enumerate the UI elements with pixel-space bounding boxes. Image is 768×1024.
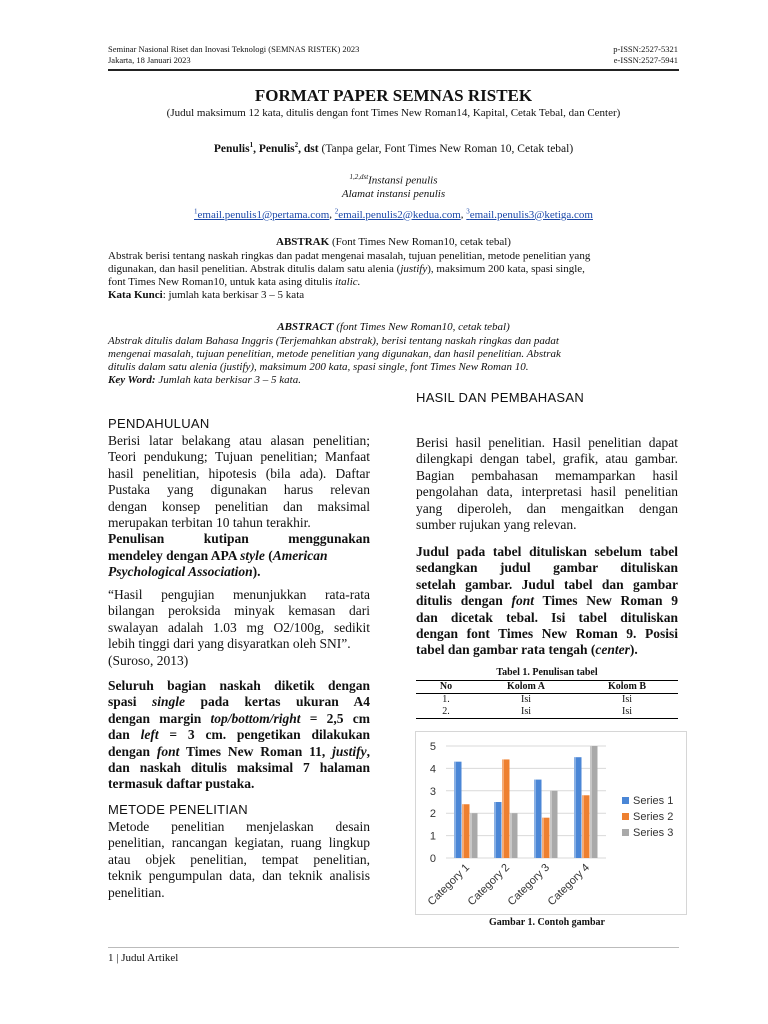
text-line: teknik pengumpulan data, dan teknik analisis xyxy=(108,868,370,884)
abstrak-heading: ABSTRAK (Font Times New Roman10, cetak tebal) xyxy=(276,236,511,248)
quote-line: lebih tinggi dari yang disyaratkan oleh SNI”. xyxy=(108,636,351,652)
text-line: hasil penelitian, hipotesis (bila ada). Daftar xyxy=(108,465,370,481)
footer-rule xyxy=(108,947,679,948)
bar-highlight xyxy=(542,818,544,858)
x-tick-label: Category 3 xyxy=(505,861,553,909)
header-e-issn: e-ISSN:2527-5941 xyxy=(613,55,678,65)
hasil-paragraph xyxy=(416,435,678,533)
text-line: penelitian, rancangan kegiatan, ruang lingkup xyxy=(108,835,370,851)
bar-highlight xyxy=(494,802,496,858)
text-line: penelitian. xyxy=(108,884,165,900)
bar-highlight xyxy=(534,780,536,858)
table-header: No xyxy=(416,681,476,694)
table-caption: Tabel 1. Penulisan tabel xyxy=(496,667,598,678)
table-figure-paragraph: Judul pada tabel dituliskan sebelum tabel sedangkan judul gambar dituliskan setelah gambar. Judul tabel dan gambar ditulis dengan font Times New Roman 9 dan dicetak tebal. Isi tabel dituliskan dengan font Times New Roman 9. Posisi tabel dan gambar rata tengah (center). xyxy=(416,544,678,658)
bar-highlight xyxy=(462,804,464,858)
table-cell: Isi xyxy=(576,706,678,719)
institution: $^{1,2,dst}$Instansi penulis xyxy=(349,173,438,187)
data-table xyxy=(416,680,678,719)
bar-chart xyxy=(415,731,687,915)
x-tick-label: Category 2 xyxy=(465,861,513,909)
footer-page-label: 1 | Judul Artikel xyxy=(108,952,179,964)
text-line: sumber rujukan yang relevan. xyxy=(416,517,577,533)
pendahuluan-paragraph: Berisi latar belakang atau alasan penelitian; Teori pendukung; Tujuan penelitian; Manfaat hasil penelitian, hipotesis (bila ada). Daftar Pustaka yang digunakan harus relevan dengan konsep penelitian dan maksimal merupakan terbitan 10 tahun terakhir. Penulisan kutipan menggunakan mendeley dengan APA style (American Psychological Association). xyxy=(108,433,370,580)
text-line: merupakan terbitan 10 tahun terakhir. xyxy=(108,515,311,531)
table-header: Kolom A xyxy=(476,681,576,694)
table-header: Kolom B xyxy=(576,681,678,694)
text-line: pengolahan data, interpretasi hasil penelitian xyxy=(416,484,678,500)
format-paragraph: Seluruh bagian naskah diketik dengan spasi single pada kertas ukuran A4 dengan margin top/bottom/right = 2,5 cm dan left = 3 cm. pengetikan dilakukan dengan font Times New Roman 11, justify, dan naskah ditulis maksimal 7 halaman termasuk daftar pustaka. xyxy=(108,678,370,792)
table-cell: 2. xyxy=(416,706,476,719)
header-place-date: Jakarta, 18 Januari 2023 xyxy=(108,55,191,65)
x-tick-label: Category 4 xyxy=(545,861,593,909)
legend-label: Series 2 xyxy=(633,811,674,823)
email-link-3[interactable]: $^3$email.penulis3@ketiga.com xyxy=(466,207,593,221)
table-cell: Isi xyxy=(521,694,531,705)
table-row xyxy=(416,706,678,719)
text-line: Berisi latar belakang atau alasan penelitian; xyxy=(108,433,370,448)
title-note: (Judul maksimum 12 kata, ditulis dengan font Times New Roman14, Kapital, Cetak Tebal, dan Center) xyxy=(166,107,621,119)
institution-address: Alamat instansi penulis xyxy=(341,188,446,200)
quote-line: swalayan adalah 1.03 mg O2/100g, sedikit xyxy=(108,619,370,635)
text-line: dilengkapi dengan tabel, grafik, atau gambar. xyxy=(416,451,678,467)
legend-swatch xyxy=(622,829,629,836)
bar-highlight xyxy=(574,757,576,858)
pendahuluan-heading: PENDAHULUAN xyxy=(108,416,210,431)
email-link-2[interactable]: $^2$email.penulis2@kedua.com xyxy=(334,207,461,221)
bar-highlight xyxy=(582,795,584,858)
email-link-1[interactable]: $^1$email.penulis1@pertama.com xyxy=(194,207,330,221)
bar-chart-svg xyxy=(416,732,686,914)
figure-caption: Gambar 1. Contoh gambar xyxy=(489,917,605,928)
table-row xyxy=(416,694,678,707)
quote-paragraph: “Hasil pengujian menunjukkan rata-rata bilangan peroksida minyak kemasan dari swalayan adalah 1.03 mg O2/100g, sedikit lebih tinggi dari yang disyaratkan oleh SNI”. (Suroso, 2013) xyxy=(108,587,370,668)
header-conference: Seminar Nasional Riset dan Inovasi Teknologi (SEMNAS RISTEK) 2023 xyxy=(108,44,360,54)
bar-highlight xyxy=(590,746,592,858)
page-title: FORMAT PAPER SEMNAS RISTEK xyxy=(254,86,533,105)
quote-line: bilangan peroksida minyak kemasan dari xyxy=(108,603,370,619)
bar-highlight xyxy=(510,813,512,858)
bar-highlight xyxy=(470,813,472,858)
text-line: Pustaka yang digunakan harus relevan xyxy=(108,482,370,498)
legend-label: Series 3 xyxy=(633,827,674,839)
y-tick-label: 5 xyxy=(429,741,436,753)
table-cell: Isi xyxy=(476,706,576,719)
metode-paragraph xyxy=(108,819,370,901)
abstrak-body: Abstrak berisi tentang naskah ringkas dan padat mengenai masalah, tujuan penelitian, metode penelitian yang digunakan, dan hasil penelitian. Abstrak ditulis dalam satu alenia (justify), maksimum 200 kata, spasi single, font Times New Roman10, untuk kata asing ditulis italic. Kata Kunci: jumlah kata berkisar 3 – 5 kata xyxy=(108,250,591,301)
text-line: Metode penelitian menjelaskan desain xyxy=(108,819,370,834)
y-tick-label: 0 xyxy=(429,853,436,865)
authors: Penulis$^1$, Penulis$^2$, dst (Tanpa gelar, Font Times New Roman 10, Cetak tebal) xyxy=(213,141,574,155)
author-emails: $^1$email.penulis1@pertama.com, $^2$email.penulis2@kedua.com, $^3$email.penulis3@ketiga.com xyxy=(194,207,593,221)
hasil-heading: HASIL DAN PEMBAHASAN xyxy=(416,390,585,405)
bar-highlight xyxy=(502,759,504,858)
abstract-body: Abstrak ditulis dalam Bahasa Inggris (Terjemahkan abstrak), berisi tentang naskah ringkas dan padat mengenai masalah, tujuan penelitian, metode penelitian yang digunakan, dan hasil penelitian. Abstrak ditulis dalam satu alenia (justify), maksimum 200 kata, spasi single, font Times New Roman 10. Key Word: Jumlah kata berkisar 3 – 5 kata. xyxy=(108,335,561,386)
legend-swatch xyxy=(622,813,629,820)
text-line: atau objek penelitian, tempat penelitian, xyxy=(108,851,370,867)
y-tick-label: 1 xyxy=(429,830,436,843)
y-tick-label: 3 xyxy=(429,785,436,798)
table-cell: Isi xyxy=(622,694,632,705)
text-line: Berisi hasil penelitian. Hasil penelitian dapat xyxy=(416,435,678,450)
y-tick-label: 2 xyxy=(429,808,436,821)
x-tick-label: Category 1 xyxy=(425,861,473,909)
text-line: Teori pendukung; Tujuan penelitian; Manfaat xyxy=(108,449,370,465)
header-p-issn: p-ISSN:2527-5321 xyxy=(613,44,678,54)
legend-swatch xyxy=(622,797,629,804)
bar-highlight xyxy=(454,762,456,858)
text-line: yang diperoleh, dan mengaitkan dengan xyxy=(416,500,678,516)
abstract-heading: ABSTRACT (font Times New Roman10, cetak tebal) xyxy=(277,321,510,333)
text-line: dengan konsep penelitian dan maksimal xyxy=(108,498,370,514)
header-rule xyxy=(108,69,679,71)
bar-highlight xyxy=(550,791,552,858)
quote-line: “Hasil pengujian menunjukkan rata-rata xyxy=(108,587,370,602)
metode-heading: METODE PENELITIAN xyxy=(108,802,248,817)
legend-label: Series 1 xyxy=(633,795,674,807)
y-tick-label: 4 xyxy=(429,763,436,776)
text-line: Bagian pembahasan memamparkan hasil xyxy=(416,467,678,483)
table-cell: 1. xyxy=(442,694,450,705)
